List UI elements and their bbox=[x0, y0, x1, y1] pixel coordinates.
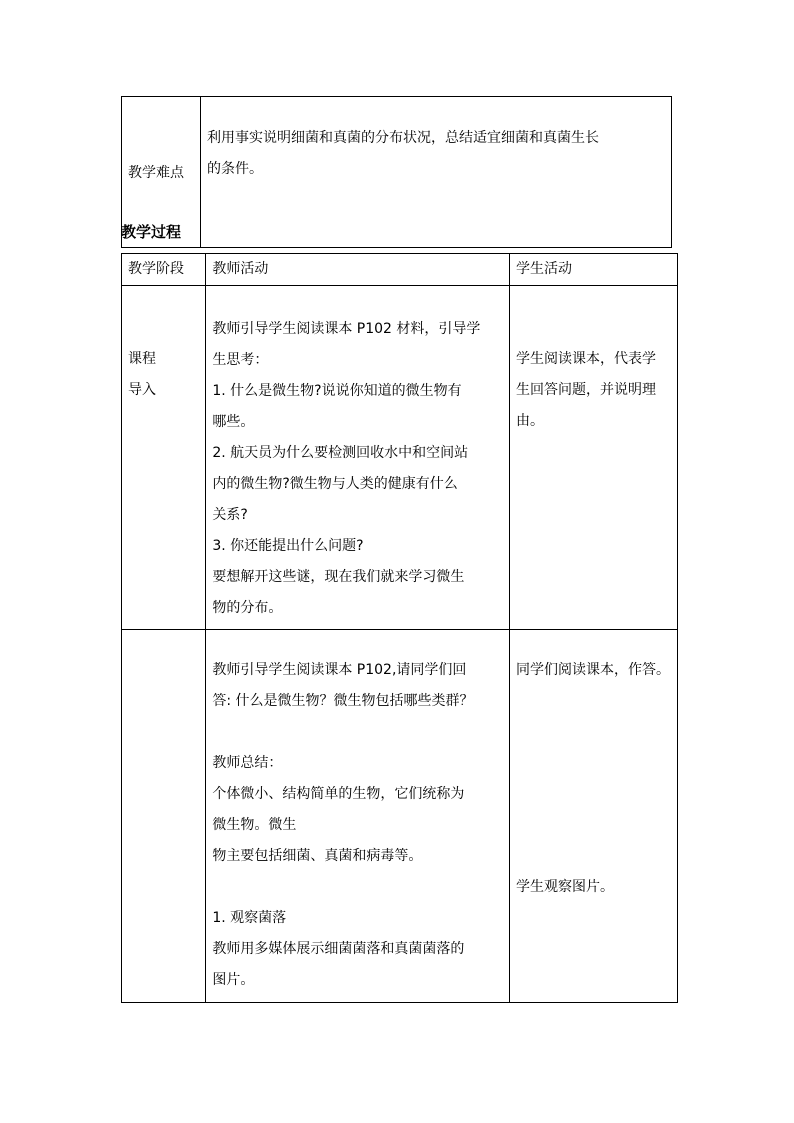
student-activity-cell bbox=[510, 630, 678, 1003]
table-header-row bbox=[122, 254, 678, 286]
section-title: 教学过程 bbox=[121, 223, 182, 241]
table-row bbox=[122, 286, 678, 630]
teacher-text: 关系? bbox=[212, 507, 248, 523]
difficulty-table bbox=[121, 96, 672, 248]
teaching-process-table bbox=[121, 253, 678, 1003]
header-student-activity: 学生活动 bbox=[510, 254, 678, 286]
difficulty-row bbox=[122, 97, 672, 248]
difficulty-content bbox=[201, 97, 672, 248]
teacher-text: 哪些。 bbox=[212, 414, 255, 430]
teacher-text: 答: 什么是微生物？微生物包括哪些类群？ bbox=[212, 693, 474, 709]
student-text: 由。 bbox=[516, 413, 544, 429]
student-activity-cell bbox=[510, 286, 678, 630]
teacher-text: 要想解开这些谜，现在我们就来学习微生 bbox=[212, 569, 465, 585]
teacher-text: 1. 什么是微生物?说说你知道的微生物有 bbox=[212, 383, 462, 399]
teacher-text: 2. 航天员为什么要检测回收水中和空间站 bbox=[212, 445, 469, 461]
difficulty-line: 利用事实说明细菌和真菌的分布状况，总结适宜细菌和真菌生长 bbox=[207, 130, 599, 146]
teacher-text: 物的分布。 bbox=[212, 600, 283, 616]
header-stage: 教学阶段 bbox=[122, 254, 206, 286]
teacher-activity-cell bbox=[206, 286, 510, 630]
stage-cell bbox=[122, 630, 206, 1003]
student-text: 学生阅读课本，代表学 bbox=[516, 351, 656, 367]
teacher-activity-cell bbox=[206, 630, 510, 1003]
difficulty-line: 的条件。 bbox=[207, 161, 263, 177]
teacher-text: 图片。 bbox=[212, 972, 255, 988]
observation-title: 1. 观察菌落 bbox=[212, 910, 287, 926]
teacher-text: 微生物。微生 bbox=[212, 817, 297, 833]
teacher-text: 教师引导学生阅读课本 P102,请同学们回 bbox=[212, 662, 467, 678]
student-text: 同学们阅读课本，作答。 bbox=[516, 662, 670, 678]
teacher-text: 3. 你还能提出什么问题? bbox=[212, 538, 364, 554]
teacher-text: 个体微小、结构简单的生物，它们统称为 bbox=[212, 786, 465, 802]
header-teacher-activity: 教师活动 bbox=[206, 254, 510, 286]
stage-cell bbox=[122, 286, 206, 630]
teacher-text: 生思考： bbox=[212, 352, 269, 368]
teacher-text: 内的微生物?微生物与人类的健康有什么 bbox=[212, 476, 458, 492]
teacher-text: 教师用多媒体展示细菌菌落和真菌菌落的 bbox=[212, 941, 465, 957]
stage-text: 导入 bbox=[128, 382, 156, 398]
student-text: 生回答问题，并说明理 bbox=[516, 382, 656, 398]
stage-text: 课程 bbox=[128, 351, 156, 367]
student-text: 学生观察图片。 bbox=[516, 879, 614, 895]
teacher-text: 物主要包括细菌、真菌和病毒等。 bbox=[212, 848, 423, 864]
teacher-text: 教师引导学生阅读课本 P102 材料，引导学 bbox=[212, 321, 481, 337]
teacher-summary-title: 教师总结： bbox=[212, 755, 283, 771]
table-row bbox=[122, 630, 678, 1003]
difficulty-label: 教学难点 bbox=[122, 97, 201, 248]
